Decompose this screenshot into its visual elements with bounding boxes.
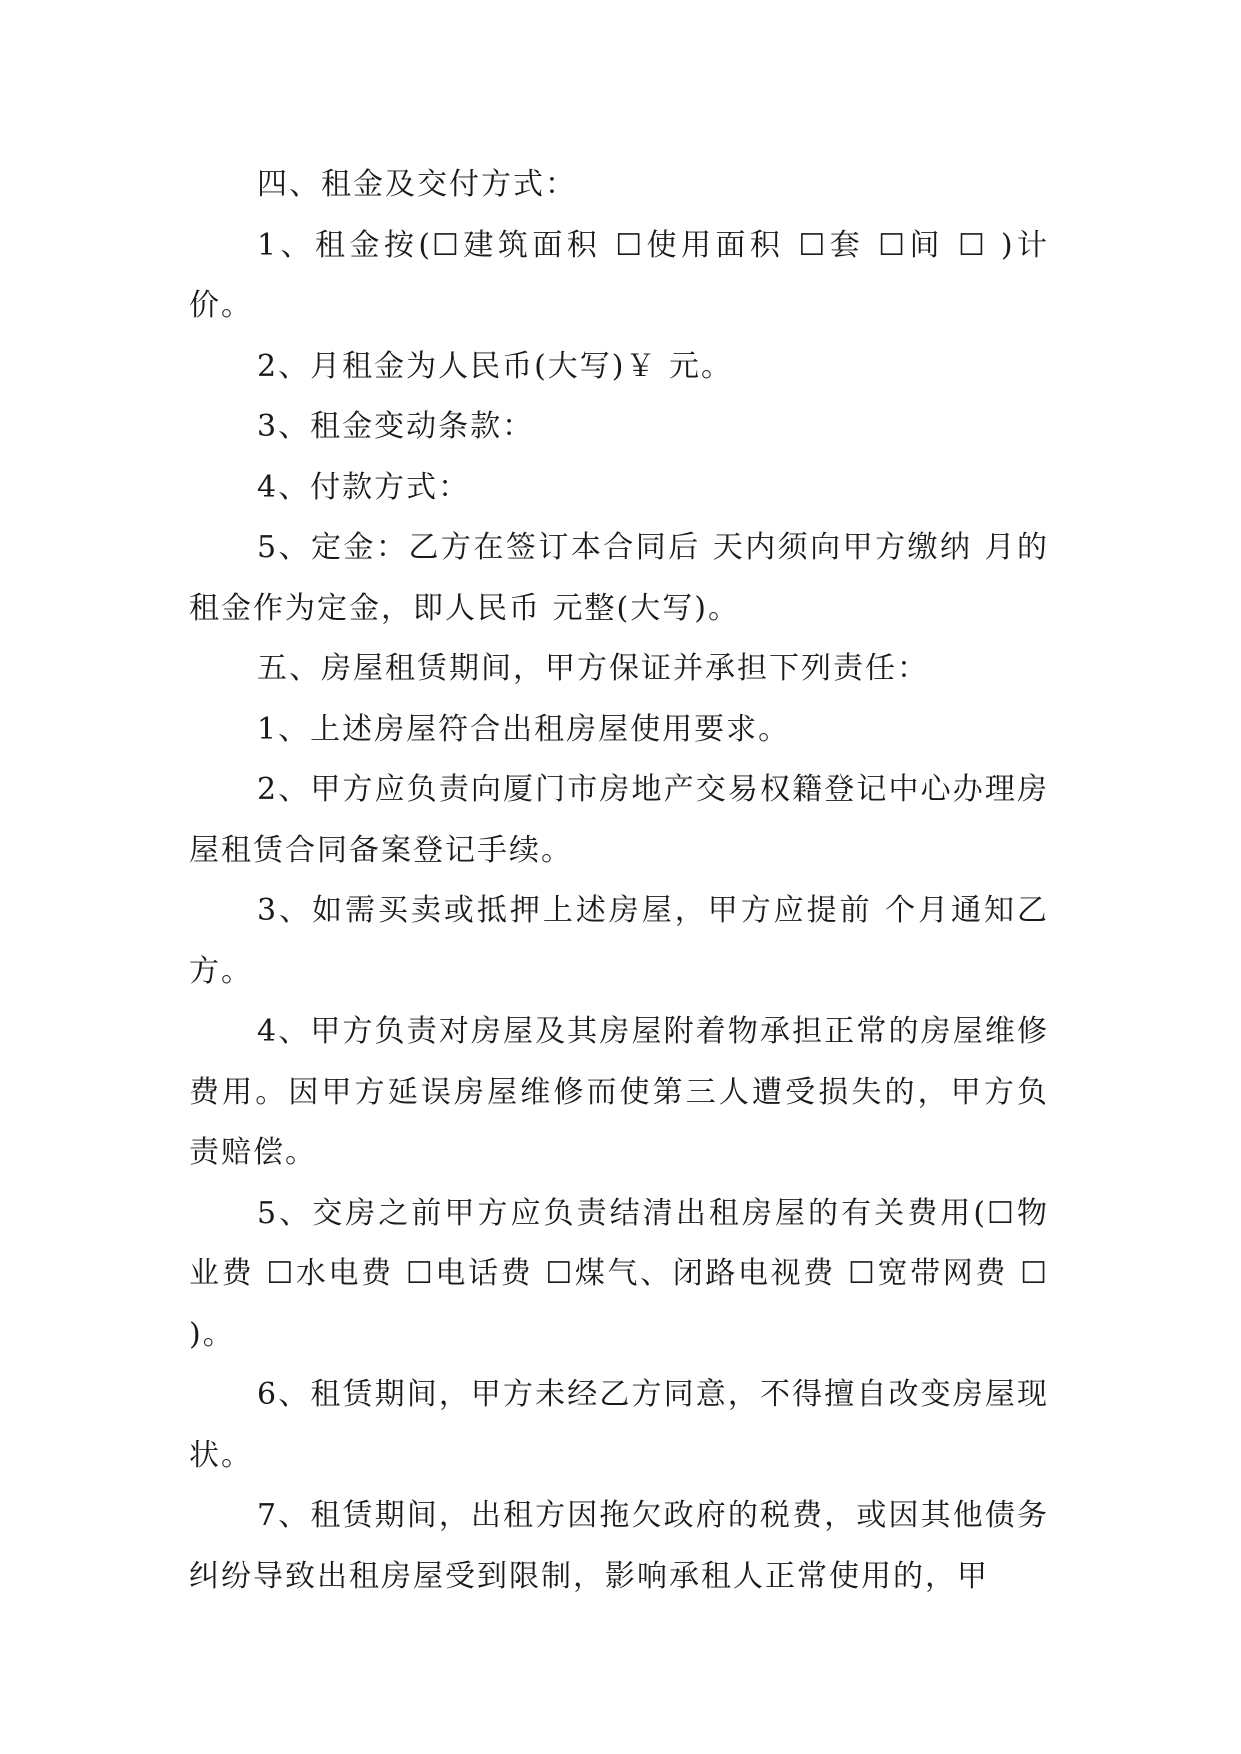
clause-tax-debt: 7、租赁期间，出租方因拖欠政府的税费，或因其他债务纠纷导致出租房屋受到限制，影响承租人正常使用的，甲 (189, 1498, 1049, 1594)
section-heading-landlord-duties: 五、房屋租赁期间，甲方保证并承担下列责任： (257, 651, 929, 686)
clause-monthly-rent: 2、月租金为人民币(大写)￥ 元。 (257, 348, 734, 384)
clause-house-compliance: 1、上述房屋符合出租房屋使用要求。 (257, 711, 791, 747)
clause-no-alteration: 6、租赁期间，甲方未经乙方同意，不得擅自改变房屋现状。 (189, 1377, 1049, 1473)
section-heading-rent-payment: 四、租金及交付方式： (257, 167, 577, 202)
clause-deposit: 5、定金：乙方在签订本合同后 天内须向甲方缴纳 月的租金作为定金，即人民币 元整(大写)。 (189, 530, 1049, 626)
clause-fees-settlement: 5、交房之前甲方应负责结清出租房屋的有关费用(☐物业费 ☐水电费 ☐电话费 ☐煤气、闭路电视费 ☐宽带网费 ☐ )。 (189, 1195, 1061, 1352)
clause-rent-basis: 1、租金按(☐建筑面积 ☐使用面积 ☐套 ☐间 ☐ )计价。 (189, 227, 1049, 323)
clause-rent-change: 3、租金变动条款： (257, 409, 535, 444)
document-body (189, 155, 1061, 1607)
clause-maintenance: 4、甲方负责对房屋及其房屋附着物承担正常的房屋维修费用。因甲方延误房屋维修而使第三人遭受损失的，甲方负责赔偿。 (189, 1014, 1049, 1170)
clause-registration: 2、甲方应负责向厦门市房地产交易权籍登记中心办理房屋租赁合同备案登记手续。 (189, 772, 1049, 868)
clause-sale-mortgage-notice: 3、如需买卖或抵押上述房屋，甲方应提前 个月通知乙方。 (189, 893, 1049, 989)
clause-payment-method: 4、付款方式： (257, 469, 471, 505)
